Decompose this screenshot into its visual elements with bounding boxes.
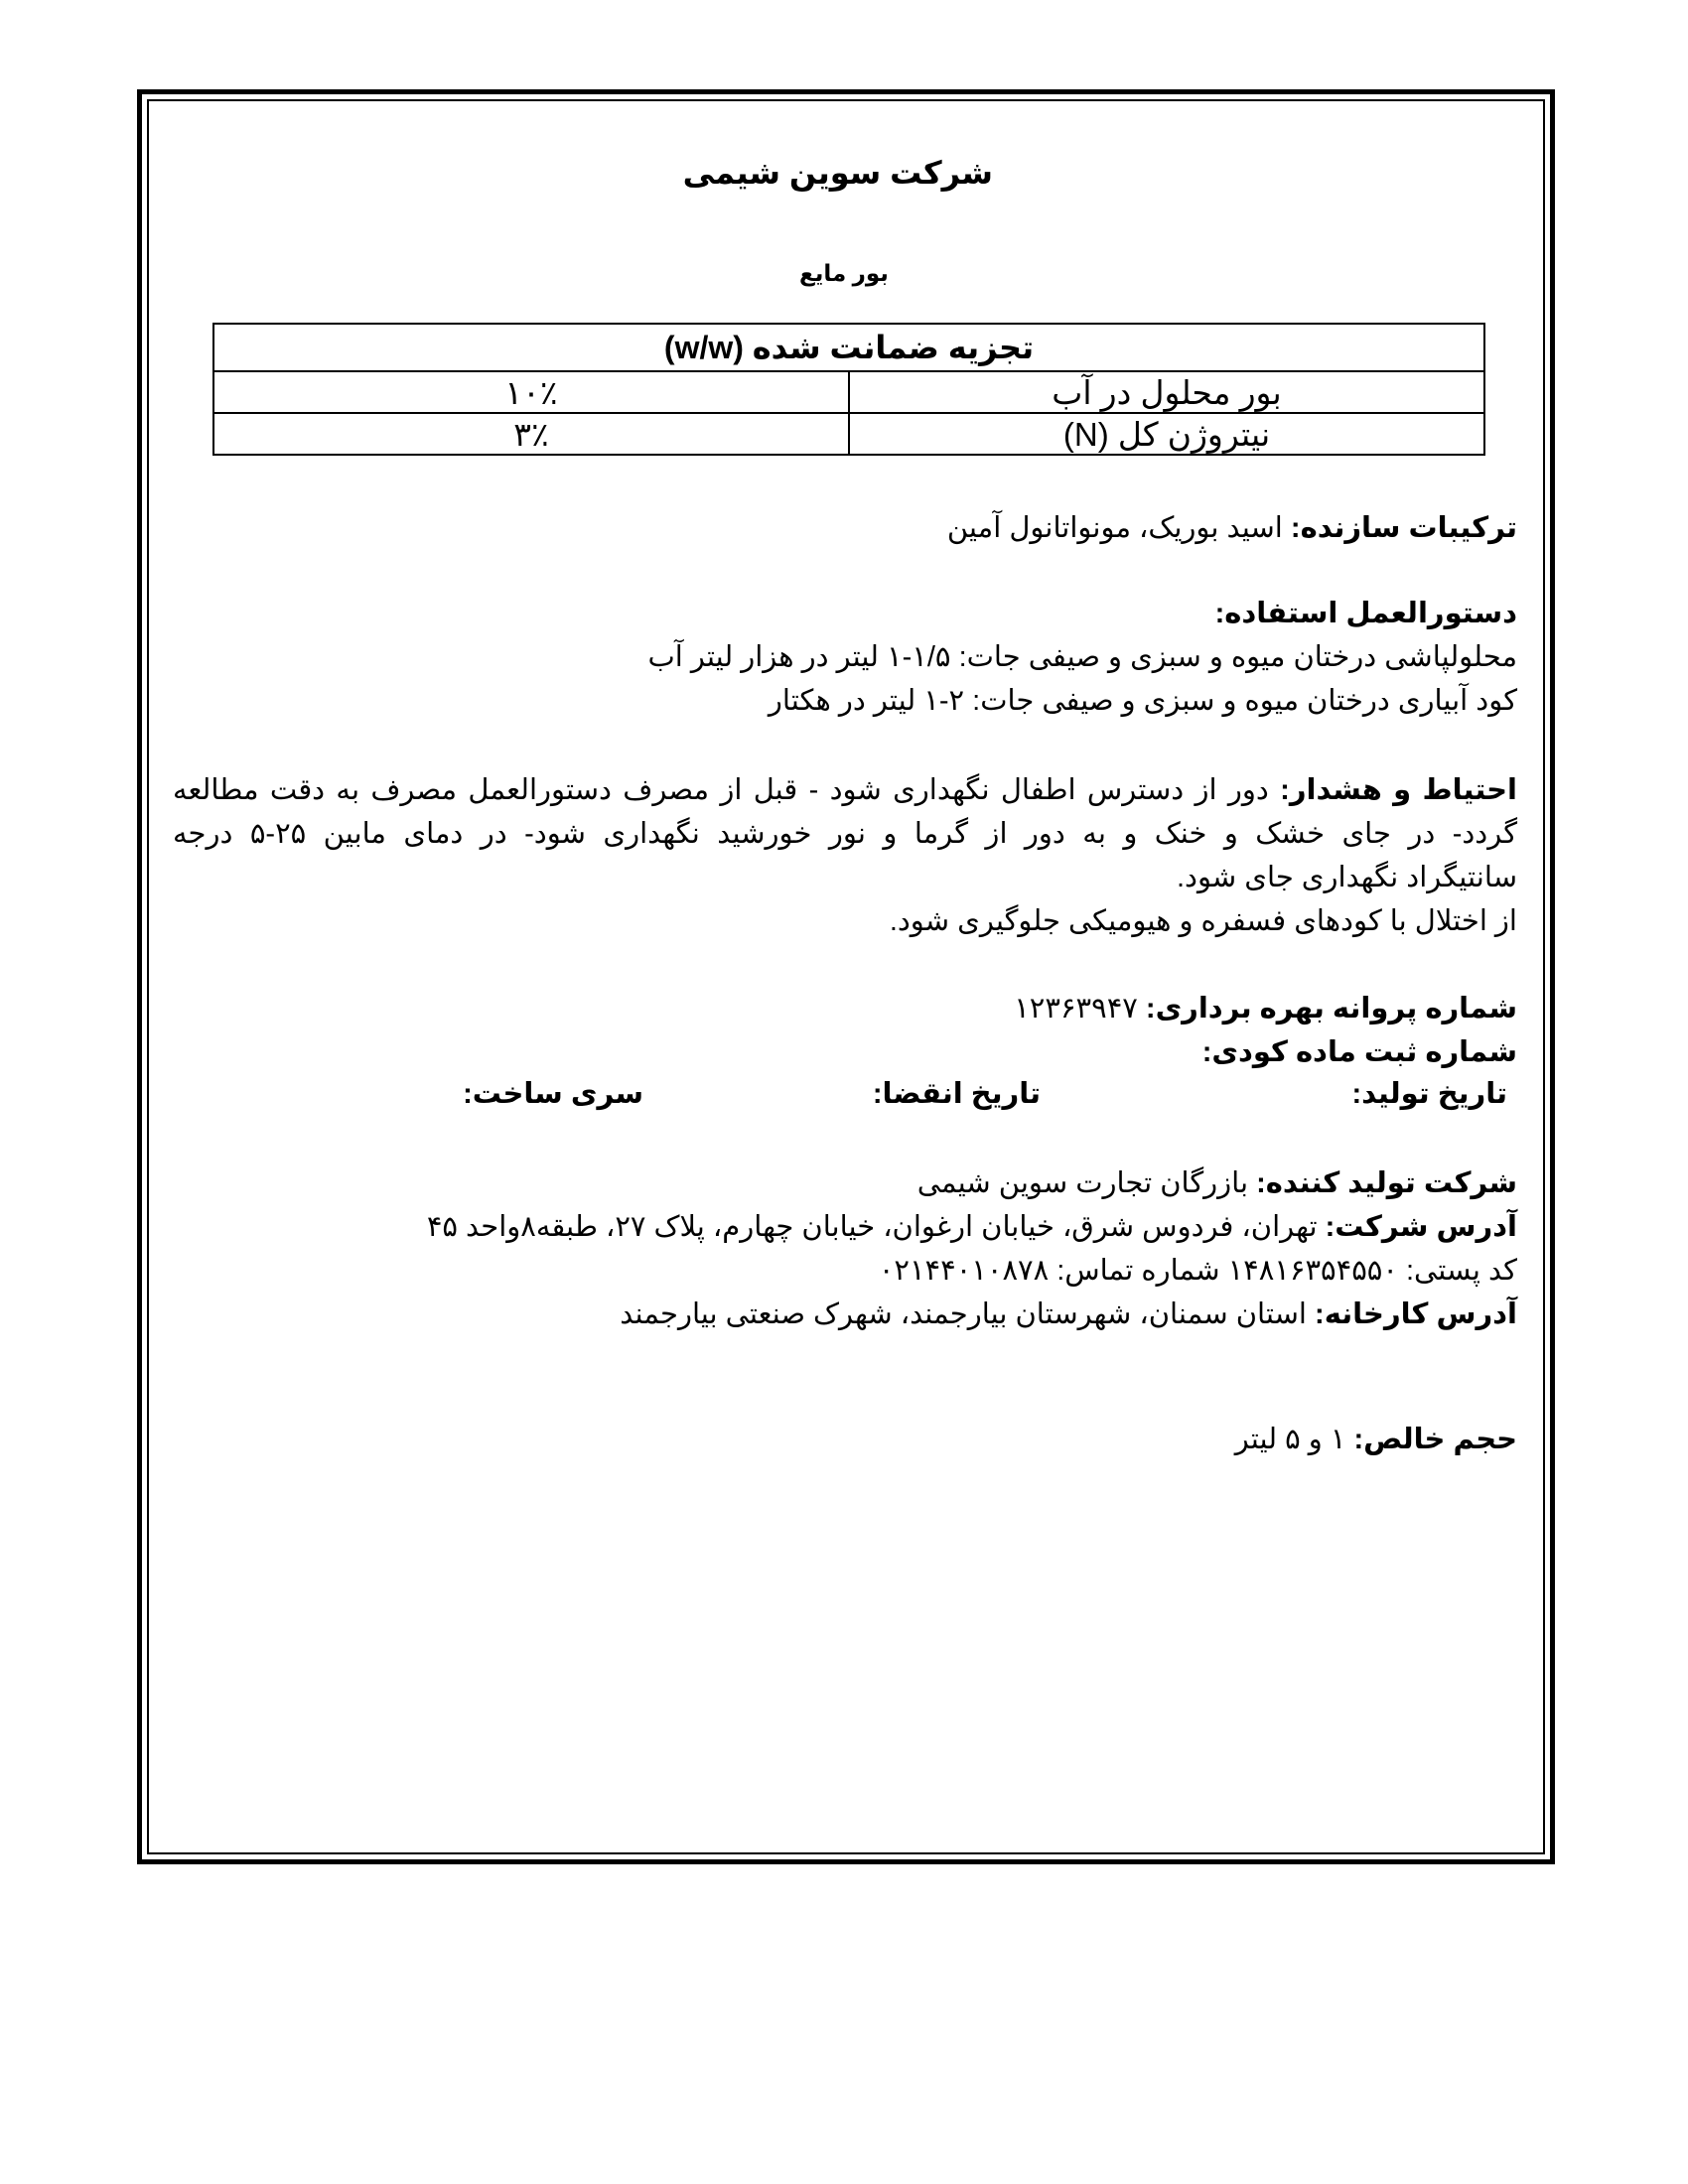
factory-address-line [427,1293,1517,1336]
production-date-label: تاریخ تولید: [1351,1078,1507,1110]
company-title: شرکت سوین شیمی [682,155,993,191]
manufacturer-label: شرکت تولید کننده: [1256,1167,1517,1199]
license-value: ۱۲۳۶۳۹۴۷ [1014,993,1146,1024]
net-volume-line [1235,1418,1517,1461]
caution-line-2: گردد- در جای خشک و خنک و به دور از گرما و نور خورشید نگهداری شود- در دمای مابین ۲۵-۵ درجه [173,818,1517,850]
caution-text-1: دور از دسترس اطفال نگهداری شود - قبل از مصرف دستورالعمل مصرف به دقت مطالعه [173,774,1281,806]
instructions-block [647,592,1517,723]
analysis-value: ۳٪ [213,413,849,455]
license-line [1014,987,1517,1030]
manufacturer-value: بازرگان تجارت سوین شیمی [916,1167,1257,1199]
caution-label: احتیاط و هشدار: [1280,774,1517,806]
caution-line-1 [173,768,1517,812]
instructions-label: دستورالعمل استفاده: [1214,598,1517,629]
table-row [213,371,1484,413]
product-name: بور مایع [799,260,889,286]
table-header: تجزیه ضمانت شده (w/w) [213,324,1484,371]
caution-line-4: از اختلال با کودهای فسفره و هیومیکی جلوگیری شود. [889,905,1517,937]
manufacturer-line [427,1161,1517,1205]
factory-address-value: استان سمنان، شهرستان بیارجمند، شهرک صنعتی بیارجمند [620,1298,1316,1330]
company-address-value: تهران، فردوس شرق، خیابان ارغوان، خیابان چهارم، پلاک ۲۷، طبقه۸واحد ۴۵ [426,1211,1326,1243]
analysis-name: بور محلول در آب [849,371,1484,413]
instructions-line-2: کود آبیاری درختان میوه و سبزی و صیفی جات: ۲-۱ لیتر در هکتار [768,685,1517,717]
guaranteed-analysis-table [212,323,1485,456]
caution-line-3: سانتیگراد نگهداری جای شود. [1176,862,1517,893]
ingredients-label: ترکیبات سازنده: [1290,512,1517,544]
expiry-date-label: تاریخ انقضا: [872,1078,1041,1110]
ingredients-line [947,506,1517,550]
caution-block [173,768,1517,943]
net-volume-value: ۱ و ۵ لیتر [1234,1424,1354,1455]
table-row [213,413,1484,455]
company-address-line [427,1205,1517,1249]
batch-label: سری ساخت: [463,1078,643,1110]
postal-line: کد پستی: ۱۴۸۱۶۳۵۴۵۵۰ شماره تماس: ۰۲۱۴۴۰۱۰۸۷۸ [878,1255,1517,1287]
company-address-label: آدرس شرکت: [1325,1211,1517,1243]
instructions-line-1: محلولپاشی درختان میوه و سبزی و صیفی جات: ۱/۵-۱ لیتر در هزار لیتر آب [647,641,1517,673]
net-volume-label: حجم خالص: [1353,1424,1517,1455]
registration-label: شماره ثبت ماده کودی: [1201,1036,1517,1068]
ingredients-value: اسید بوریک، مونواتانول آمین [946,512,1291,544]
manufacturer-block [427,1161,1517,1336]
factory-address-label: آدرس کارخانه: [1315,1298,1517,1330]
analysis-value: ۱۰٪ [213,371,849,413]
license-label: شماره پروانه بهره برداری: [1145,993,1517,1024]
analysis-name: نیتروژن کل (N) [849,413,1484,455]
